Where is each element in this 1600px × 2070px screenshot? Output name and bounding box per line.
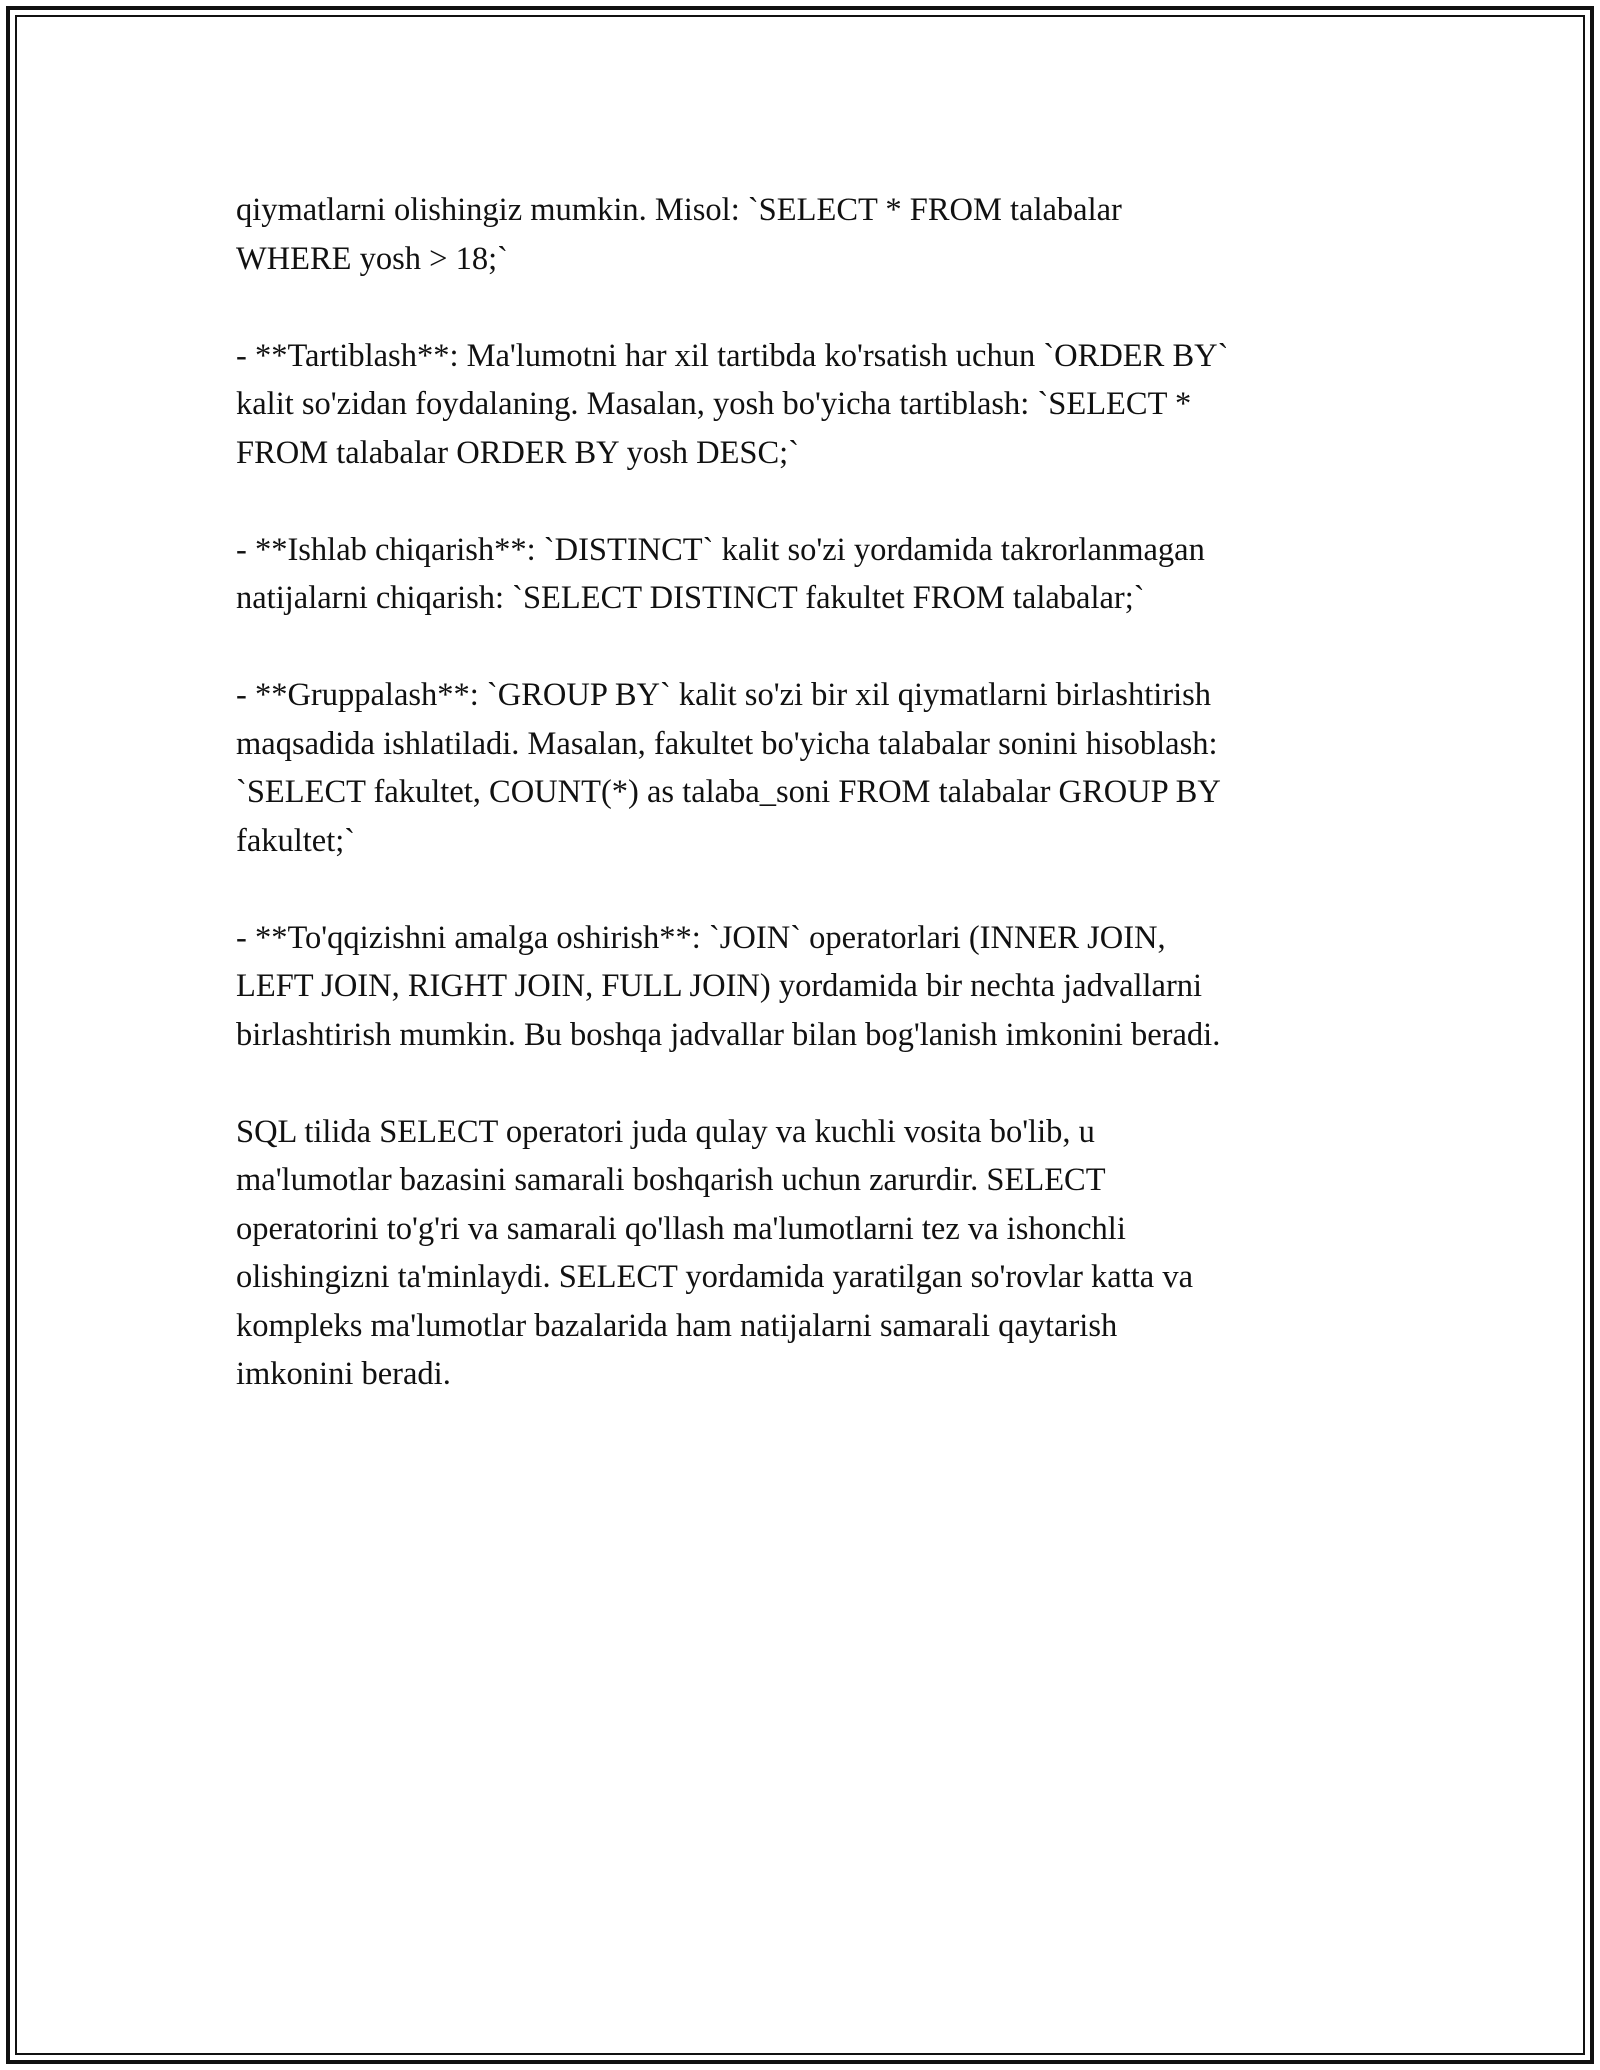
paragraph-conclusion: SQL tilida SELECT operatori juda qulay va kuchli vosita bo'lib, u ma'lumotlar bazasini samarali boshqarish uchun zarurdir. SELECT operatorini to'g'ri va samarali qo'llash ma'lumotlarni tez va ishonchli olishingizni ta'minlaydi. SELECT yordamida yaratilgan so'rovlar katta va kompleks ma'lumotlar bazalarida ham natijalarni samarali qaytarish imkonini beradi. bbox=[236, 1113, 1194, 1392]
paragraph-distinct: - **Ishlab chiqarish**: `DISTINCT` kalit so'zi yordamida takrorlanmagan natijalarni chiqarish: `SELECT DISTINCT fakultet FROM talabalar;` bbox=[236, 531, 1205, 616]
paragraph-gruppalash: - **Gruppalash**: `GROUP BY` kalit so'zi bir xil qiymatlarni birlashtirish maqsadida ishlatiladi. Masalan, fakultet bo'yicha talabalar sonini hisoblash: `SELECT fakultet, COUNT(*) as talaba_soni FROM talabalar GROUP BY fakultet;` bbox=[236, 677, 1221, 859]
paragraph-join: - **To'qqizishni amalga oshirish**: `JOIN` operatorlari (INNER JOIN, LEFT JOIN, RIGHT JOIN, FULL JOIN) yordamida bir nechta jadvallarni birlashtirish mumkin. Bu boshqa jadvallar bilan bog'lanish imkonini beradi. bbox=[236, 919, 1221, 1053]
document-body bbox=[236, 186, 1376, 1447]
paragraph-tartiblash: - **Tartiblash**: Ma'lumotni har xil tartibda ko'rsatish uchun `ORDER BY` kalit so'zidan foydalaning. Masalan, yosh bo'yicha tartiblash: `SELECT * FROM talabalar ORDER BY yosh DESC;` bbox=[236, 337, 1229, 471]
paragraph-misol: qiymatlarni olishingiz mumkin. Misol: `SELECT * FROM talabalar WHERE yosh > 18;` bbox=[236, 192, 1122, 277]
